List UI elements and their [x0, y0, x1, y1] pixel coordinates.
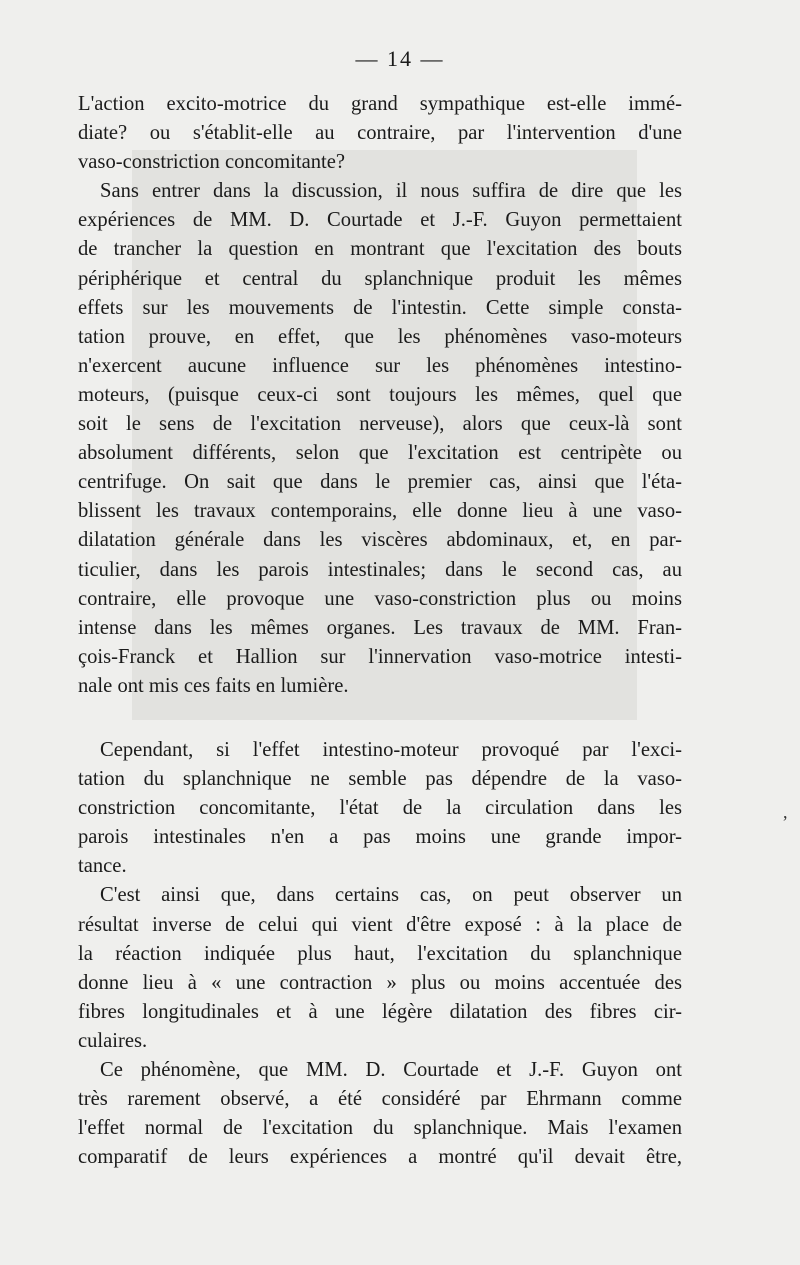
text-line: vaso-constriction concomitante? — [78, 151, 346, 174]
paragraph-1 — [78, 90, 682, 177]
text-line: expériences de MM. D. Courtade et J.-F. Guyon permettaient — [78, 209, 682, 232]
text-line: soit le sens de l'excitation nerveuse), alors que ceux-là sont — [78, 413, 682, 436]
text-line: fibres longitudinales et à une légère dilatation des fibres cir- — [78, 1000, 682, 1023]
text-line: comparatif de leurs expériences a montré qu'il devait être, — [78, 1146, 682, 1169]
page-number: — 14 — — [355, 46, 445, 71]
text-line: très rarement observé, a été considéré par Ehrmann comme — [78, 1088, 682, 1111]
text-line: parois intestinales n'en a pas moins une grande impor- — [78, 826, 682, 849]
text-line: L'action excito-motrice du grand sympathique est-elle immé- — [78, 93, 682, 115]
paragraph-5 — [78, 1056, 682, 1172]
text-line: moteurs, (puisque ceux-ci sont toujours les mêmes, quel que — [78, 383, 682, 406]
text-line: résultat inverse de celui qui vient d'être exposé : à la place de — [78, 913, 682, 936]
text-line: contraire, elle provoque une vaso-constriction plus ou moins — [78, 587, 682, 610]
text-line: Sans entrer dans la discussion, il nous suffira de dire que les — [100, 180, 682, 203]
text-block-lower — [78, 736, 682, 1172]
text-line: n'exercent aucune influence sur les phénomènes intestino- — [78, 354, 682, 377]
text-line: çois-Franck et Hallion sur l'innervation vaso-motrice intesti- — [78, 645, 682, 668]
text-line: Ce phénomène, que MM. D. Courtade et J.-F. Guyon ont — [100, 1059, 682, 1082]
text-line: tance. — [78, 855, 127, 878]
text-line: la réaction indiquée plus haut, l'excitation du splanchnique — [78, 942, 682, 965]
paragraph-3 — [78, 736, 682, 881]
text-line: de trancher la question en montrant que l'excitation des bouts — [78, 238, 682, 261]
text-line: C'est ainsi que, dans certains cas, on peut observer un — [100, 884, 682, 907]
margin-mark: , — [783, 802, 788, 822]
text-line: diate? ou s'établit-elle au contraire, par l'intervention d'une — [78, 122, 682, 145]
text-block-upper — [78, 90, 682, 701]
paragraph-4 — [78, 881, 682, 1056]
text-line: centrifuge. On sait que dans le premier cas, ainsi que l'éta- — [78, 471, 682, 494]
text-line: nale ont mis ces faits en lumière. — [78, 674, 349, 697]
text-line: effets sur les mouvements de l'intestin. Cette simple consta- — [78, 296, 682, 319]
paragraph-2 — [78, 177, 682, 701]
text-line: donne lieu à « une contraction » plus ou moins accentuée des — [78, 971, 682, 994]
text-line: tation prouve, en effet, que les phénomènes vaso-moteurs — [78, 325, 682, 348]
text-line: périphérique et central du splanchnique produit les mêmes — [78, 267, 682, 290]
text-line: blissent les travaux contemporains, elle donne lieu à une vaso- — [78, 500, 682, 523]
text-line: absolument différents, selon que l'excitation est centripète ou — [78, 442, 682, 465]
text-line: dilatation générale dans les viscères abdominaux, et, en par- — [78, 529, 682, 552]
text-line: Cependant, si l'effet intestino-moteur provoqué par l'exci- — [100, 739, 682, 761]
text-line: l'effet normal de l'excitation du splanchnique. Mais l'examen — [78, 1117, 682, 1140]
text-line: ticulier, dans les parois intestinales; dans le second cas, au — [78, 558, 682, 581]
text-line: culaires. — [78, 1029, 148, 1052]
text-line: intense dans les mêmes organes. Les travaux de MM. Fran- — [78, 616, 682, 639]
text-line: constriction concomitante, l'état de la circulation dans les — [78, 797, 682, 820]
text-line: tation du splanchnique ne semble pas dépendre de la vaso- — [78, 768, 682, 791]
